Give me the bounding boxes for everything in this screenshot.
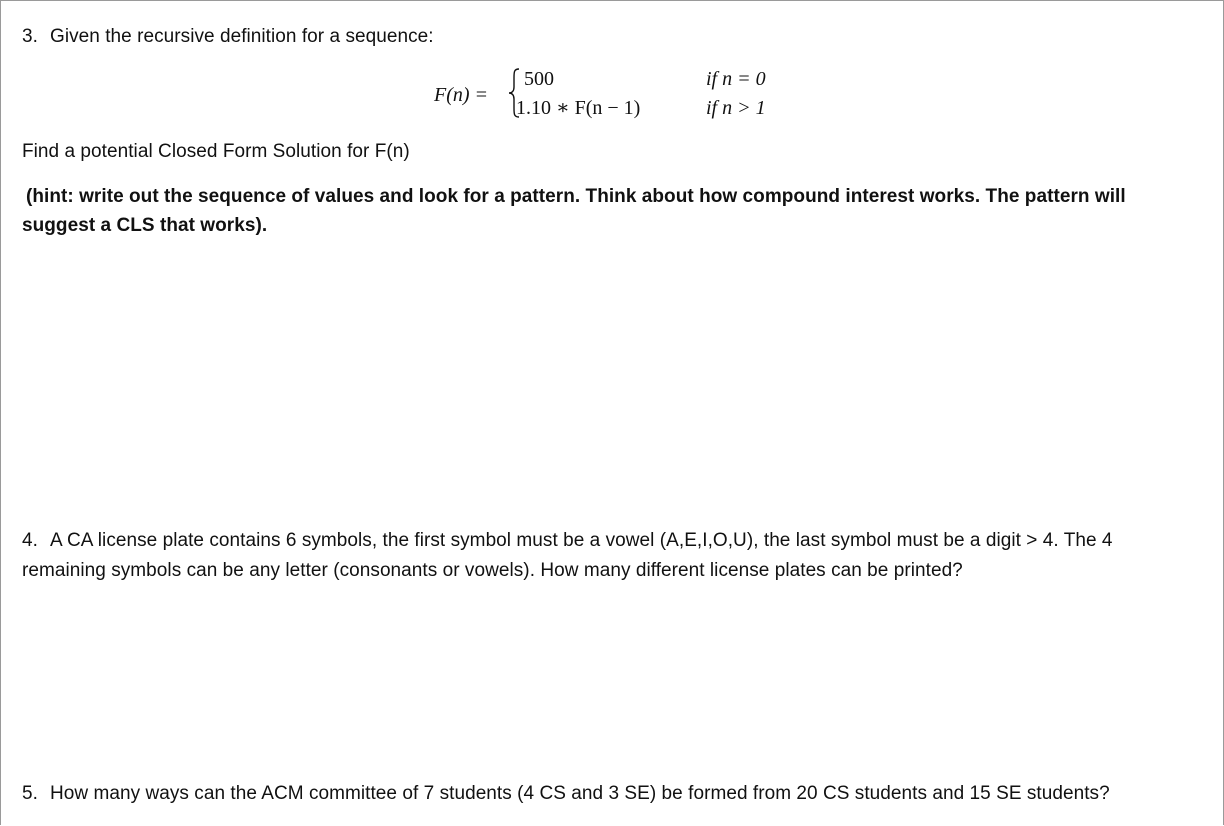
case-1-condition: if n = 0 [706, 68, 766, 90]
question-3-hint-line-2: suggest a CLS that works). [22, 215, 268, 236]
question-3-number: 3. [22, 26, 38, 47]
question-4-number: 4. [22, 530, 38, 551]
question-4-line-2: remaining symbols can be any letter (consonants or vowels). How many different license plates can be printed? [22, 560, 963, 581]
case-2-condition: if n > 1 [706, 97, 766, 119]
question-3-hint-line-1: (hint: write out the sequence of values and look for a pattern. Think about how compound interest works. The pattern will [26, 186, 1126, 207]
question-4-line-1-text: A CA license plate contains 6 symbols, the first symbol must be a vowel (A,E,I,O,U), the last symbol must be a digit > 4. The 4 [50, 530, 1113, 551]
question-4-line-1 [22, 530, 1113, 552]
question-5-text: How many ways can the ACM committee of 7 students (4 CS and 3 SE) be formed from 20 CS students and 15 SE students? [50, 783, 1110, 804]
question-5-number: 5. [22, 783, 38, 804]
formula-lhs: F(n) = [434, 84, 489, 106]
question-3-prompt [22, 26, 434, 48]
question-5 [22, 783, 1110, 805]
case-1-value: 500 [524, 68, 554, 90]
question-3-task: Find a potential Closed Form Solution for F(n) [22, 141, 410, 162]
case-2-value: 1.10 ∗ F(n − 1) [516, 97, 641, 119]
question-3-prompt-text: Given the recursive definition for a sequence: [50, 26, 434, 47]
